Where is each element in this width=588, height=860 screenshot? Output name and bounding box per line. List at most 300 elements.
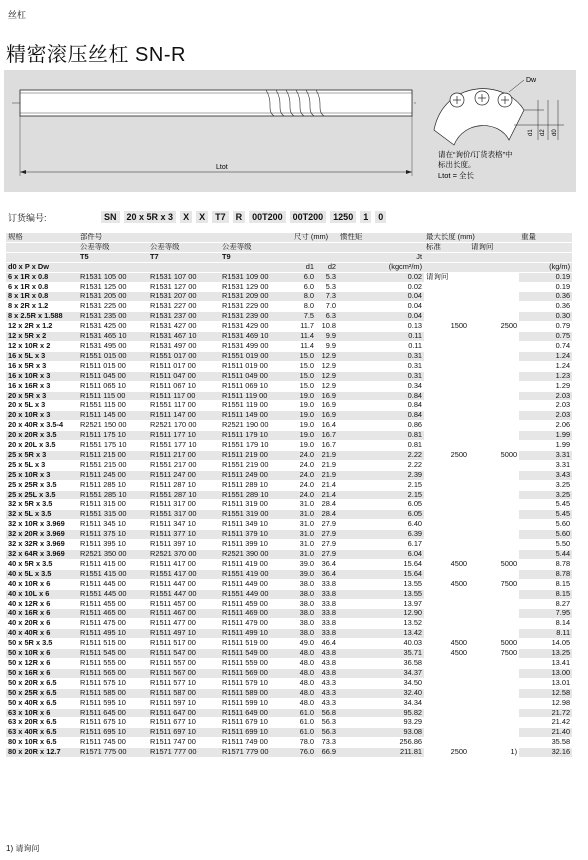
cell-d1: 48.0 <box>292 649 316 659</box>
cell-d1: 11.4 <box>292 332 316 342</box>
cell-w: 12.98 <box>519 698 572 708</box>
cell-jt: 13.52 <box>338 619 424 629</box>
cell-jt: 93.08 <box>338 728 424 738</box>
cell-size: 40 x 16R x 6 <box>6 609 78 619</box>
cell-t5: R1511 555 00 <box>78 658 148 668</box>
cell-t9: R1511 499 10 <box>220 629 292 639</box>
cell-size: 40 x 40R x 6 <box>6 629 78 639</box>
cell-d2: 6.3 <box>316 312 338 322</box>
cell-d2: 56.3 <box>316 728 338 738</box>
cell-d2: 36.4 <box>316 569 338 579</box>
cell-w: 1.24 <box>519 351 572 361</box>
cell-t9: R1511 069 10 <box>220 381 292 391</box>
cell-d1: 19.0 <box>292 401 316 411</box>
cell-jt: 36.58 <box>338 658 424 668</box>
cell-d1: 48.0 <box>292 658 316 668</box>
cell-size: 16 x 5L x 3 <box>6 351 78 361</box>
cell-t7: R1511 677 10 <box>148 718 220 728</box>
cell-size: 16 x 10R x 3 <box>6 371 78 381</box>
table-row <box>6 579 572 589</box>
cell-t9: R1551 289 10 <box>220 490 292 500</box>
cell-jt: 0.02 <box>338 282 424 292</box>
cell-jt: 34.37 <box>338 668 424 678</box>
cell-std: 4500 <box>424 559 469 569</box>
cell-size: 50 x 12R x 6 <box>6 658 78 668</box>
cell-t9: R1511 749 00 <box>220 738 292 748</box>
cell-std <box>424 609 469 619</box>
cell-d1: 49.0 <box>292 639 316 649</box>
table-row <box>6 292 572 302</box>
cell-t5: R1511 015 00 <box>78 361 148 371</box>
cell-w: 1.29 <box>519 381 572 391</box>
header-inq: 请询问 <box>469 242 519 252</box>
cell-w: 2.03 <box>519 391 572 401</box>
cell-d2: 73.3 <box>316 738 338 748</box>
cell-t7: R1551 317 00 <box>148 510 220 520</box>
cell-t7: R1511 047 00 <box>148 371 220 381</box>
cell-t9: R1511 519 00 <box>220 639 292 649</box>
cell-size: 8 x 2.5R x 1.588 <box>6 312 78 322</box>
cell-size: 50 x 25R x 6.5 <box>6 688 78 698</box>
cell-t7: R1511 567 00 <box>148 668 220 678</box>
cell-std <box>424 738 469 748</box>
cell-d2: 28.4 <box>316 510 338 520</box>
cell-w: 5.45 <box>519 500 572 510</box>
table-row <box>6 550 572 560</box>
cell-inq <box>469 490 519 500</box>
cell-t7: R1571 777 00 <box>148 748 220 758</box>
table-row <box>6 460 572 470</box>
cell-t9: R1511 219 00 <box>220 450 292 460</box>
cell-t5: R1531 125 00 <box>78 282 148 292</box>
cell-inq <box>469 351 519 361</box>
cell-size: 32 x 20R x 3.969 <box>6 530 78 540</box>
table-row <box>6 421 572 431</box>
cell-t7: R1531 467 10 <box>148 332 220 342</box>
cell-inq <box>469 391 519 401</box>
cell-std: 1500 <box>424 322 469 332</box>
cell-inq <box>469 678 519 688</box>
cell-d1: 11.7 <box>292 322 316 332</box>
header-maxlen: 最大长度 (mm) <box>424 233 519 242</box>
cell-d1: 15.0 <box>292 351 316 361</box>
cell-inq <box>469 341 519 351</box>
cell-d2: 27.9 <box>316 530 338 540</box>
cell-t5: R1511 415 00 <box>78 559 148 569</box>
note-line1: 请在“询价/订货表格”中 <box>438 150 513 159</box>
cell-t7: R1551 287 10 <box>148 490 220 500</box>
cell-w: 0.19 <box>519 272 572 282</box>
cell-inq <box>469 381 519 391</box>
order-code-row <box>8 210 389 224</box>
header-tol-t5: 公差等级 <box>78 242 148 252</box>
cell-std <box>424 421 469 431</box>
table-row <box>6 351 572 361</box>
cell-jt: 40.03 <box>338 639 424 649</box>
cell-jt: 12.90 <box>338 609 424 619</box>
cell-std <box>424 361 469 371</box>
cell-std <box>424 678 469 688</box>
cell-std <box>424 371 469 381</box>
cell-inq: 1) <box>469 748 519 758</box>
cell-t5: R1511 445 00 <box>78 579 148 589</box>
cell-inq <box>469 609 519 619</box>
table-row <box>6 371 572 381</box>
cell-t7: R1531 107 00 <box>148 272 220 282</box>
cell-inq: 2500 <box>469 322 519 332</box>
cell-d2: 27.9 <box>316 520 338 530</box>
cell-d1: 48.0 <box>292 668 316 678</box>
table-row <box>6 658 572 668</box>
cell-t5: R1511 545 00 <box>78 649 148 659</box>
cell-jt: 34.50 <box>338 678 424 688</box>
cell-t9: R1531 429 00 <box>220 322 292 332</box>
cell-t5: R1551 015 00 <box>78 351 148 361</box>
cell-t5: R1511 585 00 <box>78 688 148 698</box>
cell-jt: 13.55 <box>338 579 424 589</box>
cell-t9: R1511 449 00 <box>220 579 292 589</box>
order-code-part: 20 x 5R x 3 <box>123 210 178 224</box>
cell-d2: 43.3 <box>316 678 338 688</box>
table-row <box>6 282 572 292</box>
table-row <box>6 688 572 698</box>
cell-d1: 61.0 <box>292 728 316 738</box>
cell-jt: 6.39 <box>338 530 424 540</box>
cell-w: 0.74 <box>519 341 572 351</box>
order-code-part: 1 <box>359 210 372 224</box>
cell-t7: R1511 177 10 <box>148 431 220 441</box>
cell-size: 80 x 10R x 6.5 <box>6 738 78 748</box>
table-row <box>6 678 572 688</box>
cell-std <box>424 391 469 401</box>
cell-d1: 39.0 <box>292 559 316 569</box>
cell-t9: R1511 569 00 <box>220 668 292 678</box>
cell-size: 16 x 16R x 3 <box>6 381 78 391</box>
cell-w: 3.43 <box>519 470 572 480</box>
cell-jt: 6.05 <box>338 510 424 520</box>
cell-d2: 12.9 <box>316 371 338 381</box>
cell-std <box>424 718 469 728</box>
header-t5: T5 <box>78 252 148 262</box>
cell-t5: R2521 350 00 <box>78 550 148 560</box>
cell-jt: 0.31 <box>338 351 424 361</box>
d2-label: d2 <box>540 129 546 136</box>
cell-inq <box>469 371 519 381</box>
cell-t5: R1511 285 10 <box>78 480 148 490</box>
cell-d1: 61.0 <box>292 708 316 718</box>
cell-inq <box>469 361 519 371</box>
cell-w: 5.60 <box>519 520 572 530</box>
cell-d2: 33.8 <box>316 609 338 619</box>
cell-t9: R2521 390 00 <box>220 550 292 560</box>
cell-d2: 16.9 <box>316 401 338 411</box>
cell-inq <box>469 510 519 520</box>
cell-d1: 61.0 <box>292 718 316 728</box>
cell-std <box>424 341 469 351</box>
cell-w: 8.15 <box>519 579 572 589</box>
cell-t7: R1511 577 10 <box>148 678 220 688</box>
cell-w: 35.58 <box>519 738 572 748</box>
cell-jt: 0.11 <box>338 341 424 351</box>
cell-w: 1.23 <box>519 371 572 381</box>
cell-jt: 93.29 <box>338 718 424 728</box>
cell-jt: 2.15 <box>338 480 424 490</box>
cell-d2: 33.8 <box>316 589 338 599</box>
table-row <box>6 441 572 451</box>
cell-d2: 27.9 <box>316 550 338 560</box>
cell-t7: R1511 447 00 <box>148 579 220 589</box>
cell-t5: R1511 375 10 <box>78 530 148 540</box>
table-row <box>6 530 572 540</box>
cell-inq <box>469 540 519 550</box>
cell-inq <box>469 619 519 629</box>
cell-jt: 13.42 <box>338 629 424 639</box>
cell-size: 40 x 20R x 6 <box>6 619 78 629</box>
table-row <box>6 639 572 649</box>
cell-d2: 16.7 <box>316 431 338 441</box>
cell-t5: R1511 175 10 <box>78 431 148 441</box>
cell-size: 40 x 5L x 3.5 <box>6 569 78 579</box>
cell-t9: R1531 129 00 <box>220 282 292 292</box>
cell-t7: R1511 477 00 <box>148 619 220 629</box>
cell-w: 12.58 <box>519 688 572 698</box>
cell-jt: 256.86 <box>338 738 424 748</box>
cell-d1: 48.0 <box>292 678 316 688</box>
cell-jt: 2.22 <box>338 450 424 460</box>
cell-t5: R1551 115 00 <box>78 401 148 411</box>
cell-d2: 7.3 <box>316 292 338 302</box>
header-jt-label: Jt <box>338 252 424 262</box>
cell-d1: 31.0 <box>292 500 316 510</box>
cell-jt: 6.05 <box>338 500 424 510</box>
cell-t7: R1531 227 00 <box>148 302 220 312</box>
cell-inq <box>469 728 519 738</box>
dw-label: Dw <box>526 77 537 84</box>
cell-jt: 0.34 <box>338 381 424 391</box>
cell-w: 1.99 <box>519 441 572 451</box>
cell-inq: 7500 <box>469 649 519 659</box>
cell-t9: R1511 699 10 <box>220 728 292 738</box>
cell-d1: 19.0 <box>292 391 316 401</box>
cell-d2: 56.3 <box>316 718 338 728</box>
cell-std: 2500 <box>424 450 469 460</box>
cell-d1: 11.4 <box>292 341 316 351</box>
cell-d2: 5.3 <box>316 272 338 282</box>
cell-d1: 31.0 <box>292 520 316 530</box>
d0-label: d0 <box>552 129 558 136</box>
cell-jt: 211.81 <box>338 748 424 758</box>
order-code-part: 1250 <box>329 210 357 224</box>
cell-t9: R1511 399 10 <box>220 540 292 550</box>
table-row <box>6 341 572 351</box>
table-row <box>6 470 572 480</box>
header-jt: (kgcm²/m) <box>338 262 424 272</box>
cell-t7: R1531 497 00 <box>148 341 220 351</box>
table-row <box>6 401 572 411</box>
cell-t5: R1511 465 00 <box>78 609 148 619</box>
cell-size: 12 x 2R x 1.2 <box>6 322 78 332</box>
table-row <box>6 312 572 322</box>
cell-w: 3.25 <box>519 490 572 500</box>
table-row <box>6 708 572 718</box>
cell-t5: R2521 150 00 <box>78 421 148 431</box>
cell-d2: 21.4 <box>316 490 338 500</box>
cell-d2: 36.4 <box>316 559 338 569</box>
cell-jt: 0.04 <box>338 292 424 302</box>
cell-t9: R1531 469 10 <box>220 332 292 342</box>
cell-t7: R2521 170 00 <box>148 421 220 431</box>
ltot-label: Ltot <box>216 164 228 171</box>
cell-d2: 33.8 <box>316 599 338 609</box>
cell-size: 25 x 5L x 3 <box>6 460 78 470</box>
spec-table-body <box>6 272 572 757</box>
cell-d2: 16.9 <box>316 391 338 401</box>
cell-d2: 9.9 <box>316 341 338 351</box>
cell-d2: 12.9 <box>316 351 338 361</box>
cell-jt: 2.22 <box>338 460 424 470</box>
cell-t5: R1511 145 00 <box>78 411 148 421</box>
table-row <box>6 431 572 441</box>
cell-t7: R1511 287 10 <box>148 480 220 490</box>
table-row <box>6 728 572 738</box>
cell-std <box>424 530 469 540</box>
cell-d1: 24.0 <box>292 460 316 470</box>
cell-t5: R1511 045 00 <box>78 371 148 381</box>
cell-d2: 33.8 <box>316 619 338 629</box>
cell-std <box>424 332 469 342</box>
cell-t9: R1511 249 00 <box>220 470 292 480</box>
cell-t7: R1511 417 00 <box>148 559 220 569</box>
cell-t9: R1511 459 00 <box>220 599 292 609</box>
table-row <box>6 559 572 569</box>
cell-w: 13.41 <box>519 658 572 668</box>
header-std: 标准 <box>424 242 469 252</box>
table-row <box>6 718 572 728</box>
cell-std <box>424 658 469 668</box>
cell-size: 32 x 5R x 3.5 <box>6 500 78 510</box>
cell-t9: R1551 449 00 <box>220 589 292 599</box>
cell-t5: R1511 395 10 <box>78 540 148 550</box>
cell-t7: R1511 147 00 <box>148 411 220 421</box>
cell-size: 50 x 10R x 6 <box>6 649 78 659</box>
cell-w: 1.24 <box>519 361 572 371</box>
cell-jt: 0.11 <box>338 332 424 342</box>
cell-t9: R2521 190 00 <box>220 421 292 431</box>
cell-t7: R1511 457 00 <box>148 599 220 609</box>
cell-t5: R1551 285 10 <box>78 490 148 500</box>
cell-d1: 48.0 <box>292 688 316 698</box>
cell-inq <box>469 312 519 322</box>
table-row <box>6 609 572 619</box>
cell-std <box>424 470 469 480</box>
cell-w: 8.15 <box>519 589 572 599</box>
cell-t5: R1511 455 00 <box>78 599 148 609</box>
cell-t7: R1511 517 00 <box>148 639 220 649</box>
screw-drawing <box>4 70 576 192</box>
cell-d1: 31.0 <box>292 510 316 520</box>
cell-t7: R2521 370 00 <box>148 550 220 560</box>
cell-t9: R1511 289 10 <box>220 480 292 490</box>
table-row <box>6 510 572 520</box>
cell-jt: 0.13 <box>338 322 424 332</box>
cell-jt: 0.04 <box>338 312 424 322</box>
cell-size: 20 x 5R x 3 <box>6 391 78 401</box>
cell-inq: 5000 <box>469 450 519 460</box>
cell-size: 20 x 10R x 3 <box>6 411 78 421</box>
cell-inq <box>469 460 519 470</box>
cell-t5: R1531 495 00 <box>78 341 148 351</box>
cell-size: 50 x 16R x 6 <box>6 668 78 678</box>
cell-w: 21.72 <box>519 708 572 718</box>
cell-d1: 19.0 <box>292 441 316 451</box>
cell-inq <box>469 589 519 599</box>
cell-jt: 0.84 <box>338 391 424 401</box>
note-line3: Ltot = 全长 <box>438 171 475 180</box>
cell-w: 8.78 <box>519 559 572 569</box>
cell-t9: R1511 479 00 <box>220 619 292 629</box>
cell-inq <box>469 688 519 698</box>
cell-d1: 19.0 <box>292 411 316 421</box>
cell-inq <box>469 282 519 292</box>
cell-size: 12 x 10R x 2 <box>6 341 78 351</box>
cell-w: 0.36 <box>519 292 572 302</box>
cell-std <box>424 708 469 718</box>
cell-t7: R1511 467 00 <box>148 609 220 619</box>
order-label: 订货编号: <box>8 212 47 223</box>
cell-w: 2.06 <box>519 421 572 431</box>
cell-inq <box>469 332 519 342</box>
cell-t7: R1551 117 00 <box>148 401 220 411</box>
cell-t9: R1511 469 00 <box>220 609 292 619</box>
cell-t7: R1511 647 00 <box>148 708 220 718</box>
cell-d1: 38.0 <box>292 629 316 639</box>
table-row <box>6 589 572 599</box>
cell-t5: R1511 695 10 <box>78 728 148 738</box>
cell-t5: R1511 245 00 <box>78 470 148 480</box>
cell-std <box>424 441 469 451</box>
table-row <box>6 599 572 609</box>
cell-w: 0.36 <box>519 302 572 312</box>
cell-jt: 0.81 <box>338 431 424 441</box>
cell-w: 7.95 <box>519 609 572 619</box>
table-row <box>6 361 572 371</box>
cell-std <box>424 282 469 292</box>
cell-t9: R1511 149 00 <box>220 411 292 421</box>
cell-d1: 19.0 <box>292 431 316 441</box>
footnote: 1) 请询问 <box>6 844 40 853</box>
table-row <box>6 738 572 748</box>
cell-t7: R1511 017 00 <box>148 361 220 371</box>
cell-inq <box>469 302 519 312</box>
cell-d1: 6.0 <box>292 282 316 292</box>
cell-d1: 24.0 <box>292 490 316 500</box>
table-row <box>6 332 572 342</box>
cell-inq <box>469 530 519 540</box>
cell-std: 请询问 <box>424 272 469 282</box>
header-inertia: 惯性矩 <box>338 233 424 242</box>
cell-std: 2500 <box>424 748 469 758</box>
cell-t5: R1551 415 00 <box>78 569 148 579</box>
cell-t9: R1551 219 00 <box>220 460 292 470</box>
table-row <box>6 381 572 391</box>
cell-t5: R1531 425 00 <box>78 322 148 332</box>
cell-jt: 35.71 <box>338 649 424 659</box>
cell-d1: 38.0 <box>292 609 316 619</box>
header-kgm: (kg/m) <box>519 262 572 272</box>
table-row <box>6 490 572 500</box>
cell-std <box>424 480 469 490</box>
cell-inq <box>469 272 519 282</box>
